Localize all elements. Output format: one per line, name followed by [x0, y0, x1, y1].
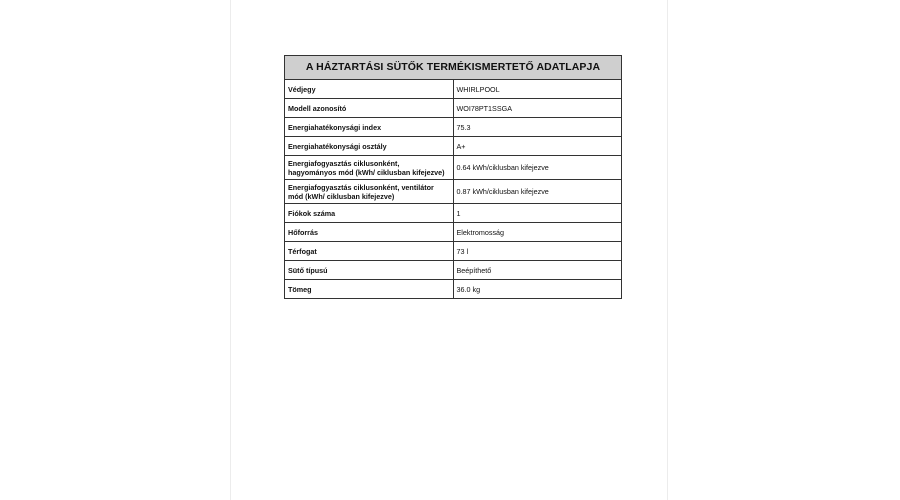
table-row	[285, 261, 622, 280]
table-row	[285, 242, 622, 261]
row-label-energy-class: Energiahatékonysági osztály	[285, 137, 454, 156]
row-label-trademark: Védjegy	[285, 80, 454, 99]
row-label-heat-source: Hőforrás	[285, 223, 454, 242]
row-label-mass: Tömeg	[285, 280, 454, 299]
fiche-title: A HÁZTARTÁSI SÜTŐK TERMÉKISMERTETŐ ADATLAPJA	[285, 56, 622, 80]
table-row	[285, 80, 622, 99]
row-value-trademark: WHIRLPOOL	[453, 80, 622, 99]
row-value-oven-type: Beépíthető	[453, 261, 622, 280]
row-label-model-id: Modell azonosító	[285, 99, 454, 118]
product-fiche-table	[284, 55, 622, 299]
table-row	[285, 180, 622, 204]
row-value-mass: 36.0 kg	[453, 280, 622, 299]
table-row	[285, 118, 622, 137]
row-value-cavities: 1	[453, 204, 622, 223]
row-value-conventional-consumption: 0.64 kWh/ciklusban kifejezve	[453, 156, 622, 180]
table-row	[285, 204, 622, 223]
row-label-fan-consumption: Energiafogyasztás ciklusonként, ventilátor mód (kWh/ ciklusban kifejezve)	[285, 180, 454, 204]
table-row	[285, 223, 622, 242]
row-label-conventional-consumption: Energiafogyasztás ciklusonként, hagyományos mód (kWh/ ciklusban kifejezve)	[285, 156, 454, 180]
row-value-fan-consumption: 0.87 kWh/ciklusban kifejezve	[453, 180, 622, 204]
table-row	[285, 280, 622, 299]
table-row	[285, 156, 622, 180]
row-label-volume: Térfogat	[285, 242, 454, 261]
table-row	[285, 137, 622, 156]
row-value-volume: 73 l	[453, 242, 622, 261]
row-label-oven-type: Sütő típusú	[285, 261, 454, 280]
row-value-model-id: WOI78PT1SSGA	[453, 99, 622, 118]
row-value-energy-class: A+	[453, 137, 622, 156]
row-label-energy-index: Energiahatékonysági index	[285, 118, 454, 137]
row-value-heat-source: Elektromosság	[453, 223, 622, 242]
row-value-energy-index: 75.3	[453, 118, 622, 137]
row-label-cavities: Fiókok száma	[285, 204, 454, 223]
table-row	[285, 99, 622, 118]
